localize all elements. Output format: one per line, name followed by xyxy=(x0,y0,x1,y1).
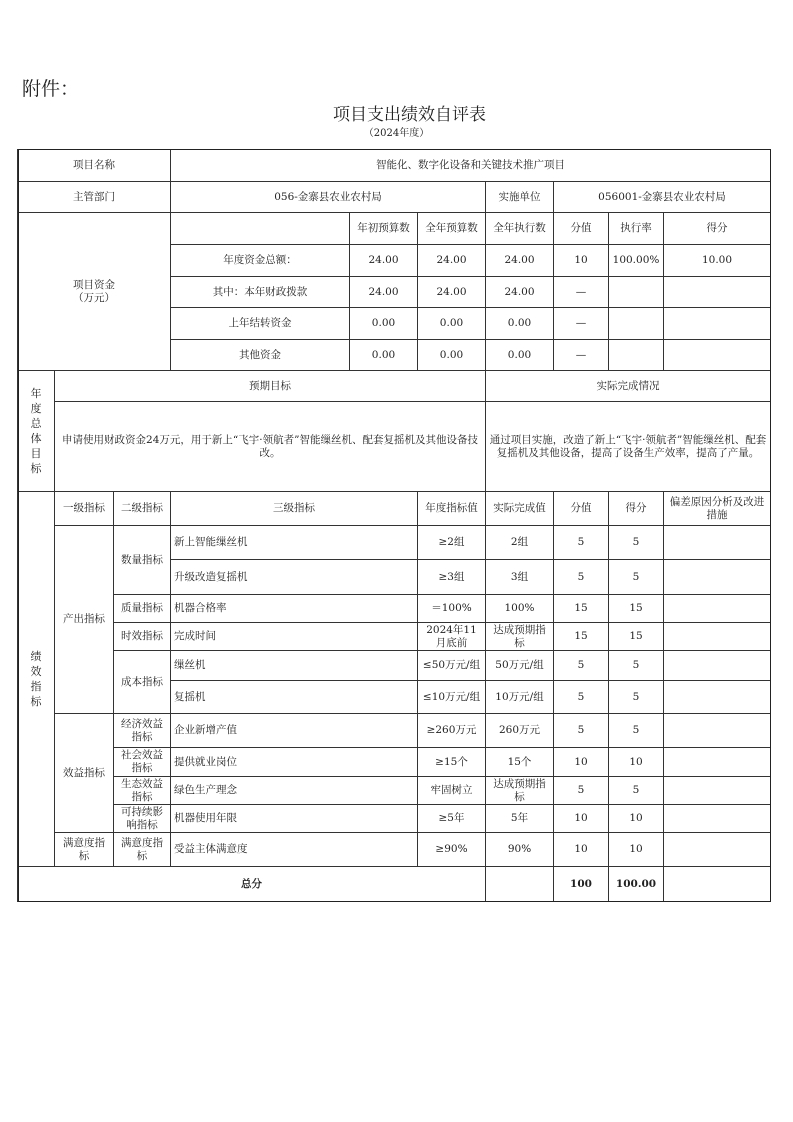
performance-header: 年度指标值 xyxy=(417,491,486,526)
indicator-score-value: 5 xyxy=(553,525,609,560)
level3-indicator: 机器使用年限 xyxy=(170,804,418,833)
funds-initial: 24.00 xyxy=(349,276,418,308)
funds-initial: 24.00 xyxy=(349,244,418,277)
goals-label xyxy=(17,370,55,492)
indicator-target: ≥260万元 xyxy=(417,713,486,748)
indicator-deviation xyxy=(663,622,771,651)
indicator-actual: 90% xyxy=(485,832,554,867)
funds-rate xyxy=(608,276,664,308)
indicator-target: ≥90% xyxy=(417,832,486,867)
vertical-label-char: 度 xyxy=(30,402,42,415)
indicator-score-value: 10 xyxy=(553,804,609,833)
dept-value: 056-金寨县农业农村局 xyxy=(170,181,486,213)
impl-unit-value: 056001-金寨县农业农村局 xyxy=(553,181,771,213)
performance-header: 一级指标 xyxy=(54,491,114,526)
indicator-target: ≥5年 xyxy=(417,804,486,833)
indicator-score-value: 5 xyxy=(553,680,609,714)
indicator-deviation xyxy=(663,804,771,833)
vertical-label-char: 体 xyxy=(30,432,42,445)
funds-executed: 24.00 xyxy=(485,244,554,277)
indicator-actual: 达成预期指标 xyxy=(485,622,554,651)
funds-header-blank xyxy=(170,212,350,245)
funds-rate xyxy=(608,307,664,340)
actual-completion-header: 实际完成情况 xyxy=(485,370,771,402)
indicator-deviation xyxy=(663,594,771,623)
indicator-score-value: 15 xyxy=(553,594,609,623)
indicator-target: ≥2组 xyxy=(417,525,486,560)
level1-output: 产出指标 xyxy=(54,525,114,714)
performance-header: 偏差原因分析及改进措施 xyxy=(663,491,771,526)
performance-header: 实际完成值 xyxy=(485,491,554,526)
indicator-score: 5 xyxy=(608,713,664,748)
level2-indicator: 可持续影响指标 xyxy=(113,804,171,833)
funds-score-value: 10 xyxy=(553,244,609,277)
total-score-value: 100 xyxy=(553,866,609,902)
funds-row-name: 其中：本年财政拨款 xyxy=(170,276,350,308)
funds-executed: 0.00 xyxy=(485,339,554,371)
impl-unit-label: 实施单位 xyxy=(485,181,554,213)
label-line: 项目资金 xyxy=(73,278,115,291)
expected-goal-text: 申请使用财政资金24万元，用于新上“飞宇·领航者”智能缫丝机、配套复摇机及其他设备技改。 xyxy=(54,401,486,492)
indicator-score-value: 5 xyxy=(553,650,609,681)
level3-indicator: 受益主体满意度 xyxy=(170,832,418,867)
total-score: 100.00 xyxy=(608,866,664,902)
indicator-target: ≥3组 xyxy=(417,559,486,595)
indicator-target: ≥15个 xyxy=(417,747,486,777)
indicator-score: 15 xyxy=(608,622,664,651)
funds-row-name: 年度资金总额： xyxy=(170,244,350,277)
level3-indicator: 完成时间 xyxy=(170,622,418,651)
indicator-score: 15 xyxy=(608,594,664,623)
indicator-deviation xyxy=(663,747,771,777)
funds-initial: 0.00 xyxy=(349,339,418,371)
funds-rate: 100.00% xyxy=(608,244,664,277)
label-line: （万元） xyxy=(73,291,115,304)
vertical-label-char: 绩 xyxy=(30,650,42,663)
funds-annual: 24.00 xyxy=(417,276,486,308)
level3-indicator: 复摇机 xyxy=(170,680,418,714)
indicator-actual: 3组 xyxy=(485,559,554,595)
performance-header: 三级指标 xyxy=(170,491,418,526)
funds-header: 全年执行数 xyxy=(485,212,554,245)
funds-row-name: 其他资金 xyxy=(170,339,350,371)
expected-goal-header: 预期目标 xyxy=(54,370,486,402)
funds-row-name: 上年结转资金 xyxy=(170,307,350,340)
vertical-label-char: 指 xyxy=(30,680,42,693)
level2-indicator: 时效指标 xyxy=(113,622,171,651)
level3-indicator: 缫丝机 xyxy=(170,650,418,681)
funds-rate xyxy=(608,339,664,371)
indicator-score: 5 xyxy=(608,559,664,595)
indicator-score: 5 xyxy=(608,650,664,681)
performance-header: 二级指标 xyxy=(113,491,171,526)
level3-indicator: 提供就业岗位 xyxy=(170,747,418,777)
page-title: 项目支出绩效自评表 xyxy=(333,105,486,125)
total-blank xyxy=(485,866,554,902)
funds-annual: 0.00 xyxy=(417,339,486,371)
level2-indicator: 社会效益指标 xyxy=(113,747,171,777)
indicator-deviation xyxy=(663,713,771,748)
funds-annual: 24.00 xyxy=(417,244,486,277)
actual-completion-text: 通过项目实施，改造了新上“飞宇·领航者”智能缫丝机、配套复摇机及其他设备，提高了设备生产效率，提高了产量。 xyxy=(485,401,771,492)
level2-indicator: 生态效益指标 xyxy=(113,776,171,805)
project-name-value: 智能化、数字化设备和关键技术推广项目 xyxy=(170,149,771,182)
indicator-target: ＝100% xyxy=(417,594,486,623)
indicator-actual: 50万元/组 xyxy=(485,650,554,681)
indicator-actual: 15个 xyxy=(485,747,554,777)
funds-score xyxy=(663,339,771,371)
indicator-actual: 260万元 xyxy=(485,713,554,748)
level2-indicator: 满意度指标 xyxy=(113,832,171,867)
indicator-deviation xyxy=(663,559,771,595)
funds-header: 分值 xyxy=(553,212,609,245)
vertical-label-char: 总 xyxy=(30,417,42,430)
performance-header: 分值 xyxy=(553,491,609,526)
funds-score-value: — xyxy=(553,339,609,371)
funds-initial: 0.00 xyxy=(349,307,418,340)
level3-indicator: 绿色生产理念 xyxy=(170,776,418,805)
funds-score xyxy=(663,307,771,340)
indicator-score-value: 10 xyxy=(553,747,609,777)
indicator-deviation xyxy=(663,650,771,681)
indicator-deviation xyxy=(663,832,771,867)
funds-score-value: — xyxy=(553,307,609,340)
vertical-label-char: 目 xyxy=(30,447,42,460)
funds-score-value: — xyxy=(553,276,609,308)
indicator-score-value: 10 xyxy=(553,832,609,867)
indicator-actual: 5年 xyxy=(485,804,554,833)
project-name-label: 项目名称 xyxy=(17,149,171,182)
indicator-score: 10 xyxy=(608,747,664,777)
vertical-label-char: 效 xyxy=(30,665,42,678)
dept-label: 主管部门 xyxy=(17,181,171,213)
indicator-target: ≤10万元/组 xyxy=(417,680,486,714)
indicator-deviation xyxy=(663,680,771,714)
indicator-score: 5 xyxy=(608,680,664,714)
indicator-score-value: 15 xyxy=(553,622,609,651)
indicator-deviation xyxy=(663,525,771,560)
funds-score xyxy=(663,276,771,308)
indicator-score-value: 5 xyxy=(553,776,609,805)
indicator-actual: 100% xyxy=(485,594,554,623)
indicator-actual: 达成预期指标 xyxy=(485,776,554,805)
indicator-actual: 2组 xyxy=(485,525,554,560)
indicator-target: 牢固树立 xyxy=(417,776,486,805)
indicator-actual: 10万元/组 xyxy=(485,680,554,714)
vertical-label-char: 年 xyxy=(30,387,42,400)
funds-executed: 0.00 xyxy=(485,307,554,340)
level3-indicator: 新上智能缫丝机 xyxy=(170,525,418,560)
level1-benefit: 效益指标 xyxy=(54,713,114,833)
funds-label xyxy=(17,212,171,371)
vertical-label-char: 标 xyxy=(30,695,42,708)
indicator-score: 5 xyxy=(608,525,664,560)
funds-header: 全年预算数 xyxy=(417,212,486,245)
attachment-label: 附件： xyxy=(22,78,80,100)
indicator-target: 2024年11月底前 xyxy=(417,622,486,651)
level2-indicator: 数量指标 xyxy=(113,525,171,595)
level3-indicator: 机器合格率 xyxy=(170,594,418,623)
level3-indicator: 升级改造复摇机 xyxy=(170,559,418,595)
vertical-label-char: 标 xyxy=(30,462,42,475)
funds-header: 年初预算数 xyxy=(349,212,418,245)
level1-satisfaction: 满意度指标 xyxy=(54,832,114,867)
funds-executed: 24.00 xyxy=(485,276,554,308)
funds-header: 执行率 xyxy=(608,212,664,245)
level2-indicator: 成本指标 xyxy=(113,650,171,714)
total-deviation-blank xyxy=(663,866,771,902)
page-subtitle-year: （2024年度） xyxy=(363,128,430,139)
indicator-score: 10 xyxy=(608,804,664,833)
funds-score: 10.00 xyxy=(663,244,771,277)
funds-header: 得分 xyxy=(663,212,771,245)
indicator-score: 5 xyxy=(608,776,664,805)
level2-indicator: 经济效益指标 xyxy=(113,713,171,748)
indicator-score: 10 xyxy=(608,832,664,867)
indicator-deviation xyxy=(663,776,771,805)
level2-indicator: 质量指标 xyxy=(113,594,171,623)
funds-annual: 0.00 xyxy=(417,307,486,340)
indicator-score-value: 5 xyxy=(553,559,609,595)
performance-label xyxy=(17,491,55,867)
level3-indicator: 企业新增产值 xyxy=(170,713,418,748)
indicator-score-value: 5 xyxy=(553,713,609,748)
indicator-target: ≤50万元/组 xyxy=(417,650,486,681)
performance-header: 得分 xyxy=(608,491,664,526)
total-label: 总分 xyxy=(17,866,486,902)
